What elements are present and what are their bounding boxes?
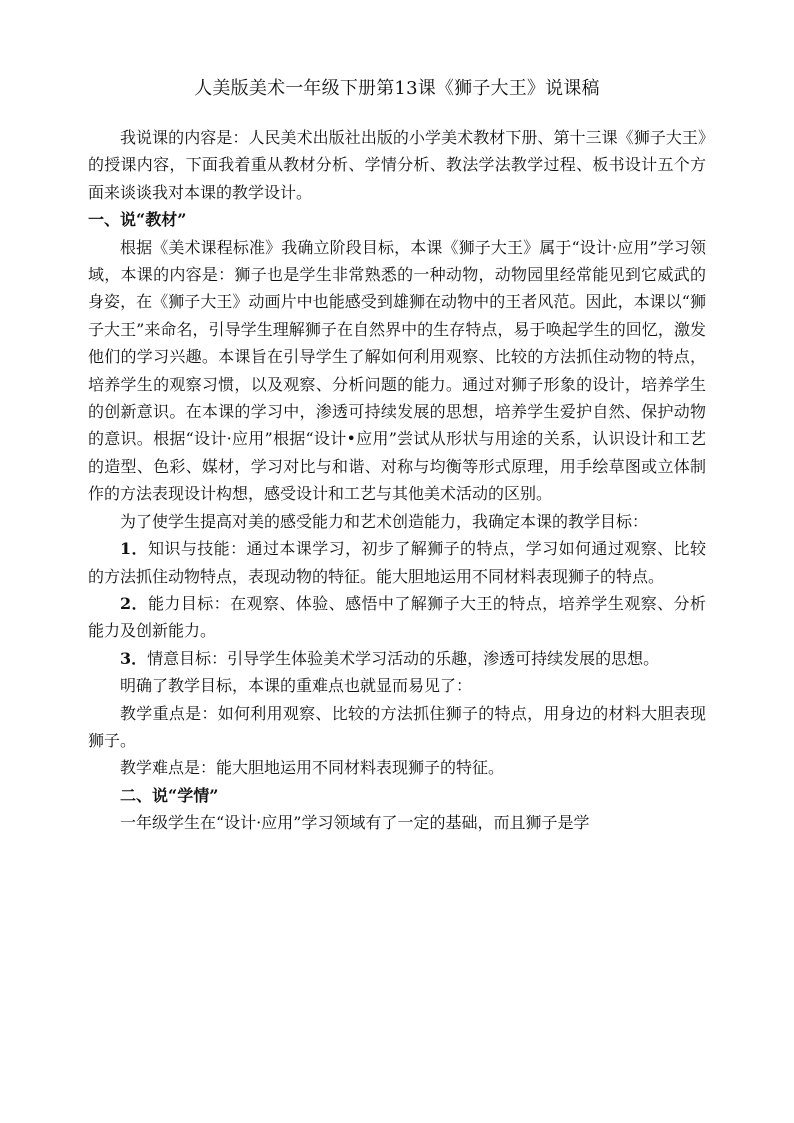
difficult-point-paragraph: 教学难点是：能大胆地运用不同材料表现狮子的特征。	[120, 758, 505, 778]
goal-3-text: 情意目标：引导学生体验美术学习活动的乐趣，渗透可持续发展的思想。	[147, 648, 660, 668]
section-1-paragraph-2: 为了使学生提高对美的感受能力和艺术创造能力，我确定本课的教学目标：	[120, 511, 649, 531]
goal-2	[88, 590, 706, 645]
goal-1	[88, 535, 706, 590]
document-page	[88, 76, 706, 837]
document-title: 人美版美术一年级下册第13课《狮子大王》说课稿	[194, 78, 600, 99]
goal-3	[88, 645, 706, 672]
goal-1-text: 知识与技能：通过本课学习，初步了解狮子的特点，学习如何通过观察、比较的方法抓住动物特点，表现动物的特征。能大胆地运用不同材料表现狮子的特点。	[88, 539, 706, 586]
section-1-paragraph-3: 明确了教学目标，本课的重难点也就显而易见了：	[120, 676, 473, 696]
goal-2-text: 能力目标：在观察、体验、感悟中了解狮子大王的特点，培养学生观察、分析能力及创新能力。	[88, 593, 706, 641]
goal-3-number: 3．	[120, 648, 148, 668]
section-2-paragraph-1: 一年级学生在“设计·应用”学习领域有了一定的基础，而且狮子是学	[120, 813, 590, 833]
intro-paragraph: 我说课的内容是：人民美术出版社出版的小学美术教材下册、第十三课《狮子大王》的授课内容，下面我着重从教材分析、学情分析、教法学法教学过程、板书设计五个方面来谈谈我对本课的教学设计。	[88, 128, 706, 202]
goal-2-number: 2．	[120, 593, 148, 613]
section-2-heading: 二、说“学情”	[120, 785, 219, 805]
section-1-heading: 一、说“教材”	[88, 210, 187, 230]
section-1-paragraph-1: 根据《美术课程标准》我确立阶段目标，本课《狮子大王》属于“设计·应用”学习领域，本课的内容是：狮子也是学生非常熟悉的一种动物，动物园里经常能见到它威武的身姿，在《狮子大王》动画片中也能感受到雄狮在动物中的王者风范。因此，本课以“狮子大王”来命名，引导学生理解狮子在自然界中的生存特点，易于唤起学生的回忆，激发他们的学习兴趣。本课旨在引导学生了解如何利用观察、比较的方法抓住动物的特点，培养学生的观察习惯，以及观察、分析问题的能力。通过对狮子形象的设计，培养学生的创新意识。在本课的学习中，渗透可持续发展的思想，培养学生爱护自然、保护动物的意识。根据“设计·应用”根据“设计•应用”尝试从形状与用途的关系，认识设计和工艺的造型、色彩、媒材，学习对比与和谐、对称与均衡等形式原理，用手绘草图或立体制作的方法表现设计构想，感受设计和工艺与其他美术活动的区别。	[88, 237, 706, 504]
goal-1-number: 1．	[120, 539, 148, 559]
key-point-paragraph: 教学重点是：如何利用观察、比较的方法抓住狮子的特点，用身边的材料大胆表现狮子。	[88, 703, 706, 750]
